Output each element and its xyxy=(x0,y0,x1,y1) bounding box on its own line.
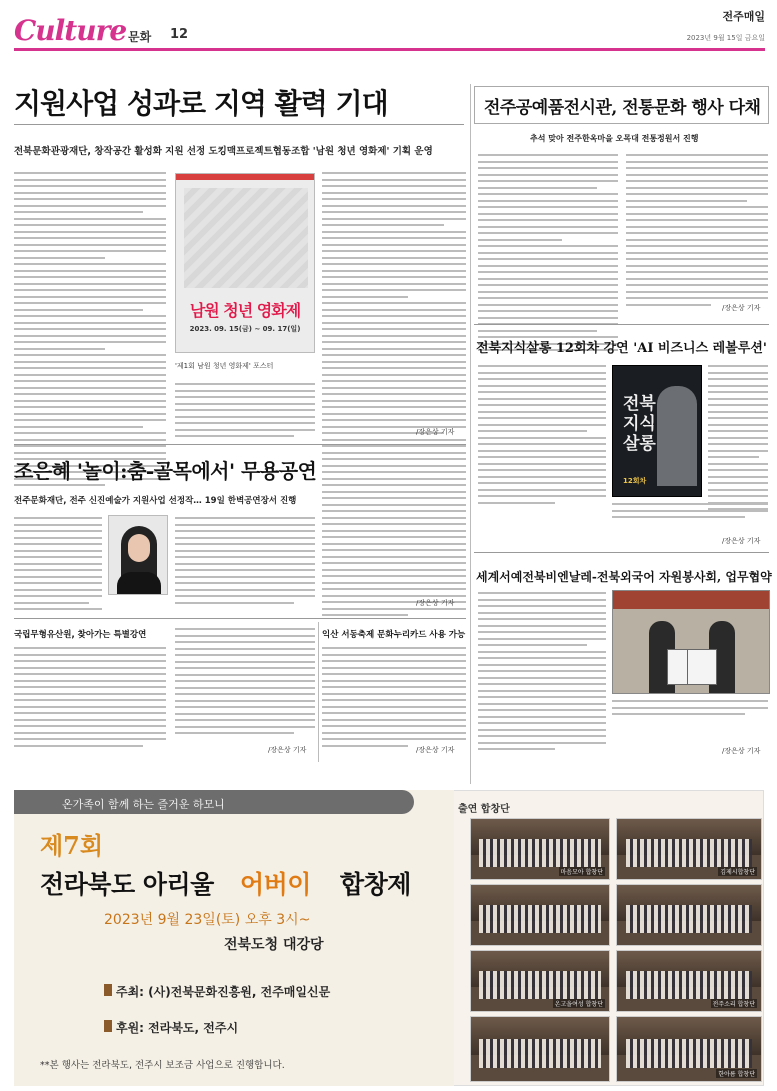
heritage-body-col-2 xyxy=(175,628,315,739)
r2-body-col-3 xyxy=(612,503,768,523)
divider xyxy=(474,324,769,325)
issue-date: 2023년 9월 15일 금요일 xyxy=(686,34,765,42)
poster-caption: '제1회 남원 청년 영화제' 포스터 xyxy=(175,362,274,370)
ad-sponsor: 후원: 전라북도, 전주시 xyxy=(116,1021,239,1035)
choir-photo: 마음모아 합창단 xyxy=(470,818,610,880)
column-divider xyxy=(470,84,471,784)
agreement-photo xyxy=(612,590,770,694)
ad-host: 주최: (사)전북문화진흥원, 전주매일신문 xyxy=(116,985,331,999)
choir-photo: 온고을여성 합창단 xyxy=(470,950,610,1012)
main-body-col-1 xyxy=(14,172,166,491)
choir-photo: 한아름 합창단 xyxy=(616,1016,762,1082)
r2-body-col-2 xyxy=(708,365,768,515)
poster-dates: 2023. 09. 15(금) ~ 09. 17(일) xyxy=(189,325,301,333)
divider xyxy=(14,124,464,125)
divider xyxy=(14,618,466,619)
dance-body-col-2 xyxy=(175,517,315,608)
header-rule xyxy=(14,48,765,51)
festival-reporter: /장은상 기자 xyxy=(416,746,455,754)
heritage-reporter: /장은상 기자 xyxy=(268,746,307,754)
main-headline: 지원사업 성과로 지역 활력 기대 xyxy=(14,87,388,120)
r1-body-col-1 xyxy=(478,154,618,356)
festival-headline: 익산 서동축제 문화누리카드 사용 가능 xyxy=(322,630,466,640)
speaker-photo xyxy=(657,386,697,486)
r3-headline: 세계서예전북비엔날레-전북외국어 자원봉사회, 업무협약 xyxy=(476,570,772,584)
film-festival-poster xyxy=(175,173,315,353)
column-divider xyxy=(318,622,319,762)
divider xyxy=(14,444,466,445)
choirs-title: 출연 합창단 xyxy=(458,804,510,815)
dance-subhead: 전주문화재단, 전주 신진예술가 지원사업 선정작… 19일 한벽공연장서 진행 xyxy=(14,496,297,506)
r3-reporter: /장은상 기자 xyxy=(722,747,761,755)
r1-subhead: 추석 맞아 전주한옥마을 오목대 전통정원서 진행 xyxy=(530,134,699,143)
ad-tagline: 온가족이 함께 하는 즐거운 하모니 xyxy=(62,798,225,811)
dance-body-col-1 xyxy=(14,517,102,615)
dancer-portrait xyxy=(108,515,168,595)
r1-headline: 전주공예품전시관, 전통문화 행사 다채 xyxy=(484,98,761,118)
r3-body-col-1 xyxy=(478,592,606,755)
ad-date: 2023년 9월 23일(토) 오후 3시~ xyxy=(104,912,311,928)
r2-headline: 전북지식살롱 12회차 강연 'AI 비즈니스 레볼루션' xyxy=(476,341,767,356)
festival-body xyxy=(322,647,466,751)
ad-venue: 전북도청 대강당 xyxy=(224,937,324,953)
lecture-book-cover xyxy=(612,365,702,497)
masthead: 전주매일 xyxy=(722,10,765,23)
book-tag: 12회차 xyxy=(623,477,647,485)
poster-illustration xyxy=(184,188,308,288)
choir-photo xyxy=(616,884,762,946)
page-number: 12 xyxy=(170,27,189,42)
page-header xyxy=(0,0,777,52)
choir-photo: 전주소리 합창단 xyxy=(616,950,762,1012)
section-title-en: Culture xyxy=(14,14,127,47)
r1-body-col-2 xyxy=(626,154,768,310)
ad-note: **본 행사는 전라북도, 전주시 보조금 사업으로 진행합니다. xyxy=(40,1060,285,1071)
r2-body-col-1 xyxy=(478,365,606,508)
ad-title-part3: 합창제 xyxy=(340,870,411,899)
section-title-ko: 문화 xyxy=(128,30,152,44)
heritage-body-col-1 xyxy=(14,647,166,751)
poster-title: 남원 청년 영화제 xyxy=(189,301,301,320)
main-subhead: 전북문화관광재단, 창작공간 활성화 지원 선정 도킹맥프로젝트협동조합 '남원 청년 영화제' 기획 운영 xyxy=(14,146,433,157)
book-title: 전북 지식 살롱 xyxy=(623,394,656,454)
dance-reporter: /장은상 기자 xyxy=(416,599,455,607)
main-body-col-2b xyxy=(175,383,315,442)
dance-headline: 조은혜 '놀이:춤-골목에서' 무용공연 xyxy=(14,459,317,483)
r1-reporter: /장은상 기자 xyxy=(722,304,761,312)
divider xyxy=(474,552,769,553)
heritage-headline: 국립무형유산원, 찾아가는 특별강연 xyxy=(14,630,147,640)
ad-edition: 제7회 xyxy=(40,831,104,860)
bullet-icon xyxy=(104,984,112,996)
bullet-icon xyxy=(104,1020,112,1032)
choir-photo: 김제시합창단 xyxy=(616,818,762,880)
dance-body-col-3 xyxy=(322,458,466,621)
main-reporter: /장은상 기자 xyxy=(416,428,455,436)
ad-title-part1: 전라북도 아리울 xyxy=(40,870,214,899)
r2-reporter: /장은상 기자 xyxy=(722,537,761,545)
choir-photo xyxy=(470,1016,610,1082)
ad-title-part2: 어버이 xyxy=(240,870,311,899)
r3-body-col-2 xyxy=(612,700,768,720)
choir-photo xyxy=(470,884,610,946)
